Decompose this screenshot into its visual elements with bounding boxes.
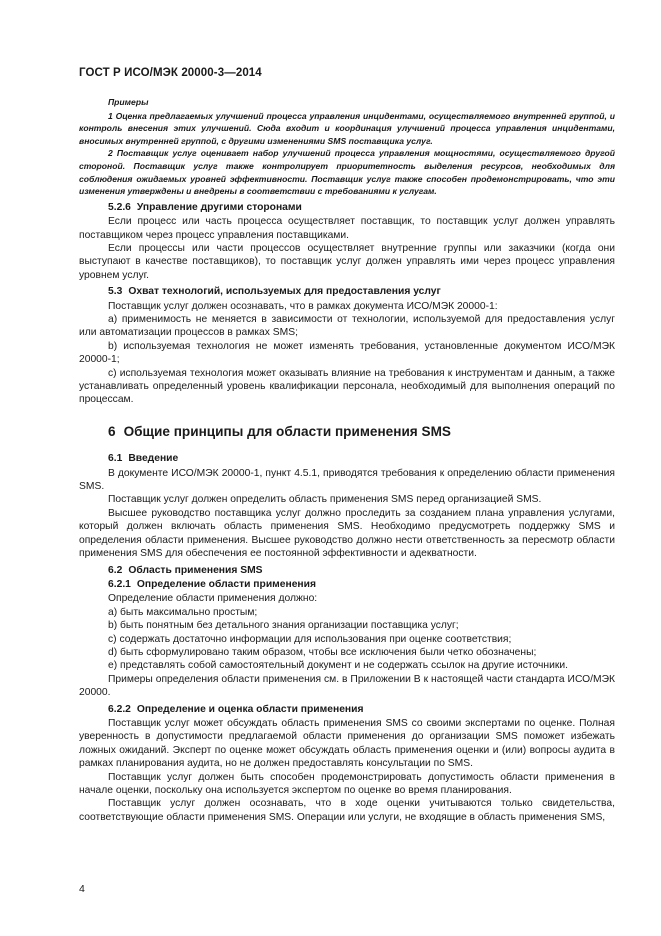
example-item: 1 Оценка предлагаемых улучшений процесса управления инцидентами, осуществляемого внутренней группой, и контроль внесения этих улучшений. Сюда входит и координация улучшений процесса управления инцидентами, вносимых внутренней группой, с другими изменениями SMS поставщика услуг. <box>79 110 615 146</box>
paragraph: Поставщик услуг может обсуждать область применения SMS со своими экспертами по оценке. Полная уверенность в допустимости предлагаемой области применения до организации SMS поможет избежать ложных ожиданий. Эксперт по оценке может обсуждать область применения оценки и (или) вопросы аудита в рамках планирования аудита, но не должен предоставлять консультации по SMS. <box>79 717 615 770</box>
paragraph: Если процессы или части процессов осуществляет внутренние группы или заказчики (когда они выступают в качестве поставщиков), то поставщик услуг должен управлять ими через процесс управления уровнем услуг. <box>79 242 615 281</box>
paragraph: Поставщик услуг должен осознавать, что в рамках документа ИСО/МЭК 20000-1: <box>108 300 498 312</box>
paragraph: Высшее руководство поставщика услуг должно проследить за созданием плана управления услугами, который должен включать область применения SMS. Необходимо предусмотреть поддержку SMS и определения области применения. Высшее руководство должно нести ответственность за пересмотр области применения SMS для обеспечения ее постоянной эффективности и адекватности. <box>79 507 615 560</box>
section-heading-6-1: 6.1 Введение <box>108 453 179 465</box>
list-item: c) содержать достаточно информации для использования при оценке соответствия; <box>108 633 512 645</box>
examples-title: Примеры <box>108 97 149 107</box>
paragraph: Примеры определения области применения см. в Приложении В к настоящей части стандарта ИСО/МЭК 20000. <box>79 673 615 699</box>
paragraph: Поставщик услуг должен определить область применения SMS перед организацией SMS. <box>108 494 542 506</box>
page-number: 4 <box>79 883 85 895</box>
section-heading-6-2-2: 6.2.2 Определение и оценка области применения <box>108 703 364 715</box>
list-item: b) быть понятным без детального знания организации поставщика услуг; <box>108 620 459 632</box>
paragraph: Если процесс или часть процесса осуществляет поставщик, то поставщик услуг должен управлять поставщиком через процесс управления поставщиками. <box>79 216 615 241</box>
paragraph: Определение области применения должно: <box>108 593 318 605</box>
document-header: ГОСТ Р ИСО/МЭК 20000-3—2014 <box>79 67 262 79</box>
chapter-heading-6: 6 Общие принципы для области применения SMS <box>108 423 451 439</box>
list-item: c) используемая технология может оказывать влияние на требования к инструментам и данным, а также устанавливать определенный уровень квалификации персонала, необходимый для выполнения операций по процессам. <box>79 367 615 406</box>
section-heading-6-2-1: 6.2.1 Определение области применения <box>108 578 316 590</box>
list-item: а) применимость не меняется в зависимости от технологии, используемой для предоставления услуг или автоматизации процессов в рамках SMS; <box>79 314 615 339</box>
list-item: а) быть максимально простым; <box>108 606 258 618</box>
paragraph: В документе ИСО/МЭК 20000-1, пункт 4.5.1, приводятся требования к определению области применения SMS. <box>79 467 615 493</box>
paragraph: Поставщик услуг должен быть способен продемонстрировать допустимость области применения в начале оценки, поскольку она используется экспертом по оценке во время планирования. <box>79 771 615 796</box>
section-heading-5-2-6: 5.2.6 Управление другими сторонами <box>108 201 302 213</box>
page-content <box>79 96 615 824</box>
example-item: 2 Поставщик услуг оценивает набор улучшений процесса управления мощностями, осуществляемого другой стороной. Поставщик услуг также контролирует приоритетность выделения ресурсов, необходимых для соблюдения ожидаемых уровней эффективности. Поставщик услуг также способен продемонстрировать, что эти изменения утверждены и внедрены в соответствии с требованиями к услугам. <box>79 148 615 197</box>
section-heading-6-2: 6.2 Область применения SMS <box>108 564 263 576</box>
section-heading-5-3: 5.3 Охват технологий, используемых для предоставления услуг <box>108 286 441 298</box>
list-item: d) быть сформулировано таким образом, чтобы все исключения были четко обозначены; <box>108 646 537 658</box>
examples-block <box>79 96 615 198</box>
list-item: e) представлять собой самостоятельный документ и не содержать ссылок на другие источники. <box>108 660 568 672</box>
paragraph: Поставщик услуг должен осознавать, что в ходе оценки учитываются только свидетельства, соответствующие области применения SMS. Операции или услуги, не входящие в область применения SMS, <box>79 798 615 823</box>
list-item: b) используемая технология не может изменять требования, установленные документом ИСО/МЭК 20000-1; <box>79 340 615 366</box>
